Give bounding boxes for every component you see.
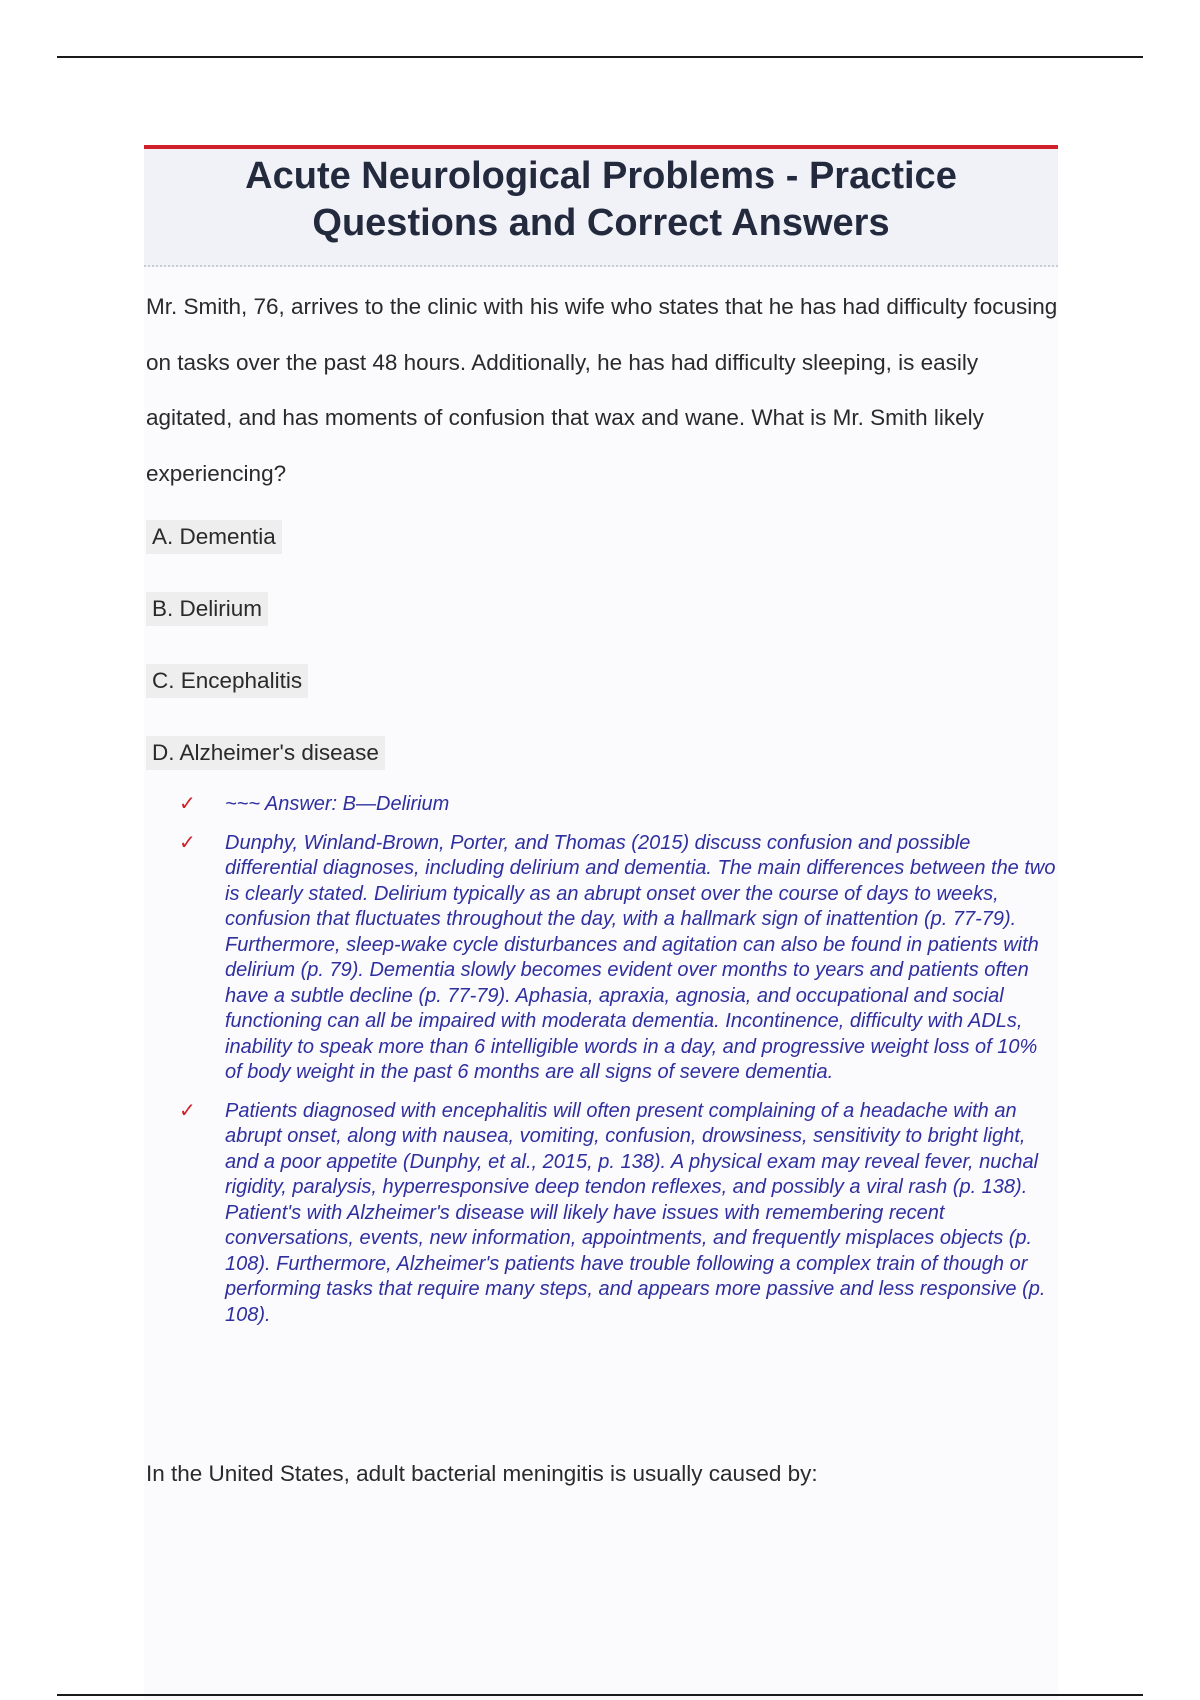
answer-key-text: ~~~ Answer: B—Delirium [225, 793, 450, 815]
checkmark-icon: ✓ [179, 1099, 196, 1122]
checkmark-icon: ✓ [179, 831, 196, 854]
document-title: Acute Neurological Problems - Practice Questions and Correct Answers [245, 155, 957, 244]
checkmark-icon: ✓ [179, 793, 196, 815]
rationale-delirium-dementia: Dunphy, Winland-Brown, Porter, and Thomas (2015) discuss confusion and possible differential diagnoses, including delirium and dementia. The main differences between the two is clearly stated. Delirium typically as an abrupt onset over the course of days to weeks, confusion that fluctuates throughout the day, with a hallmark sign of inattention (p. 77-79). Furthermore, sleep-wake cycle disturbances and agitation can also be found in patients with delirium (p. 79). Dementia slowly becomes evident over months to years and patients often have a subtle decline (p. 77-79). Aphasia, apraxia, agnosia, and occupational and social functioning can all be impaired with moderata dementia. Incontinence, difficulty with ADLs, inability to speak more than 6 intelligible words in a day, and progressive weight loss of 10% of body weight in the past 6 months are all signs of severe dementia. [225, 831, 1056, 1083]
question-2-text: In the United States, adult bacterial meningitis is usually caused by: [146, 1461, 818, 1486]
document-body [144, 145, 1058, 1700]
page-top-rule [57, 56, 1143, 58]
title-banner [144, 145, 1058, 267]
option-d: D. Alzheimer's disease [146, 736, 385, 770]
question-1-text: Mr. Smith, 76, arrives to the clinic with his wife who states that he has had difficulty focusing on tasks over the past 48 hours. Additionally, he has had difficulty sleeping, is easily agitated, and has moments of confusion that wax and wane. What is Mr. Smith likely experiencing? [146, 294, 1058, 486]
answer-item [179, 1099, 1058, 1329]
answer-item [179, 792, 1058, 818]
answer-list [144, 792, 1058, 1328]
option-b: B. Delirium [146, 592, 268, 626]
option-a: A. Dementia [146, 520, 282, 554]
option-c: C. Encephalitis [146, 664, 308, 698]
page-bottom-rule [57, 1694, 1143, 1696]
rationale-encephalitis-alzheimers: Patients diagnosed with encephalitis will often present complaining of a headache with an abrupt onset, along with nausea, vomiting, confusion, drowsiness, sensitivity to bright light, and a poor appetite (Dunphy, et al., 2015, p. 138). A physical exam may reveal fever, nuchal rigidity, paralysis, hyperresponsive deep tendon reflexes, and possibly a viral rash (p. 138). Patient's with Alzheimer's disease will likely have issues with remembering recent conversations, events, new information, appointments, and frequently misplaces objects (p. 108). Furthermore, Alzheimer's patients have trouble following a complex train of though or performing tasks that require many steps, and appears more passive and less responsive (p. 108). [225, 1099, 1046, 1326]
answer-item [179, 831, 1058, 1086]
question-1-options [144, 520, 1058, 790]
